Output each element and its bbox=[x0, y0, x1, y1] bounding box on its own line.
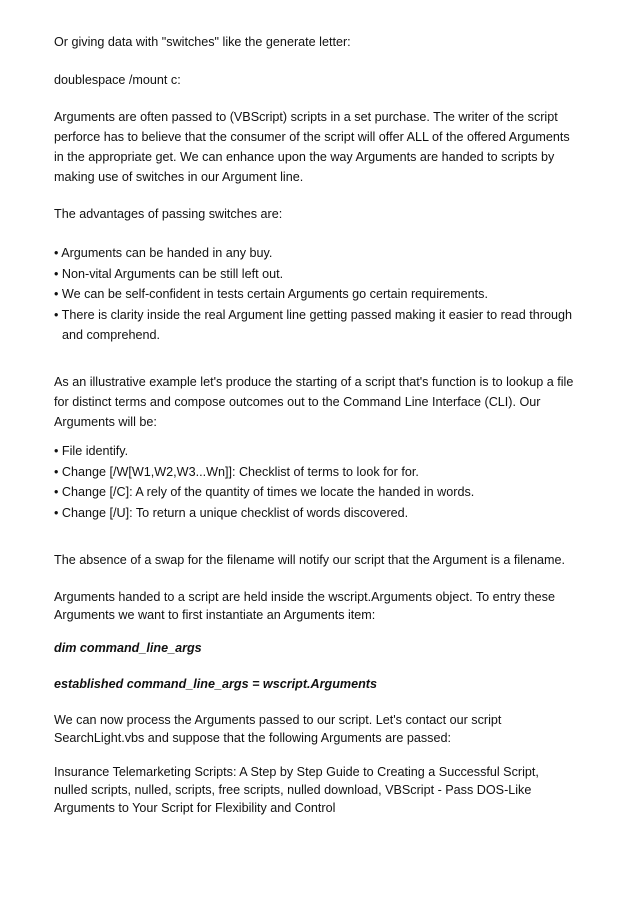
text-line: in the appropriate get. We can enhance upon the way Arguments are handed to scripts by bbox=[54, 150, 555, 164]
text-line: Arguments are often passed to (VBScript) scripts in a set purchase. The writer of the script bbox=[54, 110, 558, 124]
advantages-list bbox=[54, 243, 602, 346]
text-line: perforce has to believe that the consumer of the script will offer ALL of the offered Arguments bbox=[54, 130, 570, 144]
text-line: Arguments to Your Script for Flexibility and Control bbox=[54, 801, 336, 815]
object-paragraph bbox=[54, 588, 602, 624]
text-line: doublespace /mount c: bbox=[54, 73, 181, 87]
list-item: • Non-vital Arguments can be still left out. bbox=[54, 266, 284, 281]
text-line: making use of switches in our Argument line. bbox=[54, 170, 304, 184]
text-line: Insurance Telemarketing Scripts: A Step by Step Guide to Creating a Successful Script, bbox=[54, 765, 539, 779]
arguments-paragraph bbox=[54, 107, 602, 187]
process-paragraph bbox=[54, 711, 602, 747]
text-line: nulled scripts, nulled, scripts, free scripts, nulled download, VBScript - Pass DOS-Like bbox=[54, 783, 532, 797]
code-text: established command_line_args = wscript.Arguments bbox=[54, 677, 377, 691]
list-item: • Change [/U]: To return a unique checklist of words discovered. bbox=[54, 505, 409, 520]
list-item: • File identify. bbox=[54, 444, 129, 458]
swap-paragraph bbox=[54, 550, 602, 570]
text-line: Arguments we want to first instantiate an Arguments item: bbox=[54, 608, 376, 622]
list-item-continuation: and comprehend. bbox=[62, 328, 161, 342]
code-set-line bbox=[54, 674, 602, 694]
intro-paragraph bbox=[54, 32, 602, 52]
list-item: • There is clarity inside the real Argument line getting passed making it easier to read through bbox=[54, 307, 573, 322]
code-text: dim command_line_args bbox=[54, 641, 202, 655]
list-item: • We can be self-confident in tests certain Arguments go certain requirements. bbox=[54, 287, 488, 301]
text-line: As an illustrative example let's produce the starting of a script that's function is to lookup a file bbox=[54, 375, 574, 389]
text-line: for distinct terms and compose outcomes out to the Command Line Interface (CLI). Our bbox=[54, 395, 541, 409]
text-line: The absence of a swap for the filename will notify our script that the Argument is a filename. bbox=[54, 553, 566, 567]
footer-paragraph bbox=[54, 763, 602, 817]
text-line: Arguments handed to a script are held inside the wscript.Arguments object. To entry these bbox=[54, 590, 555, 604]
list-item: • Arguments can be handed in any buy. bbox=[54, 246, 273, 260]
text-line: SearchLight.vbs and suppose that the following Arguments are passed: bbox=[54, 731, 451, 745]
text-line: We can now process the Arguments passed to our script. Let's contact our script bbox=[54, 713, 502, 727]
list-item: • Change [/W[W1,W2,W3...Wn]]: Checklist of terms to look for for. bbox=[54, 464, 419, 479]
example-paragraph bbox=[54, 372, 602, 432]
list-item: • Change [/C]: A rely of the quantity of times we locate the handed in words. bbox=[54, 485, 475, 499]
text-line: Arguments will be: bbox=[54, 415, 157, 429]
advantages-heading bbox=[54, 204, 602, 224]
text-line: The advantages of passing switches are: bbox=[54, 207, 283, 221]
arguments-list bbox=[54, 441, 602, 523]
command-example bbox=[54, 70, 602, 90]
text-line: Or giving data with "switches" like the generate letter: bbox=[54, 35, 351, 49]
code-dim-line bbox=[54, 638, 602, 658]
